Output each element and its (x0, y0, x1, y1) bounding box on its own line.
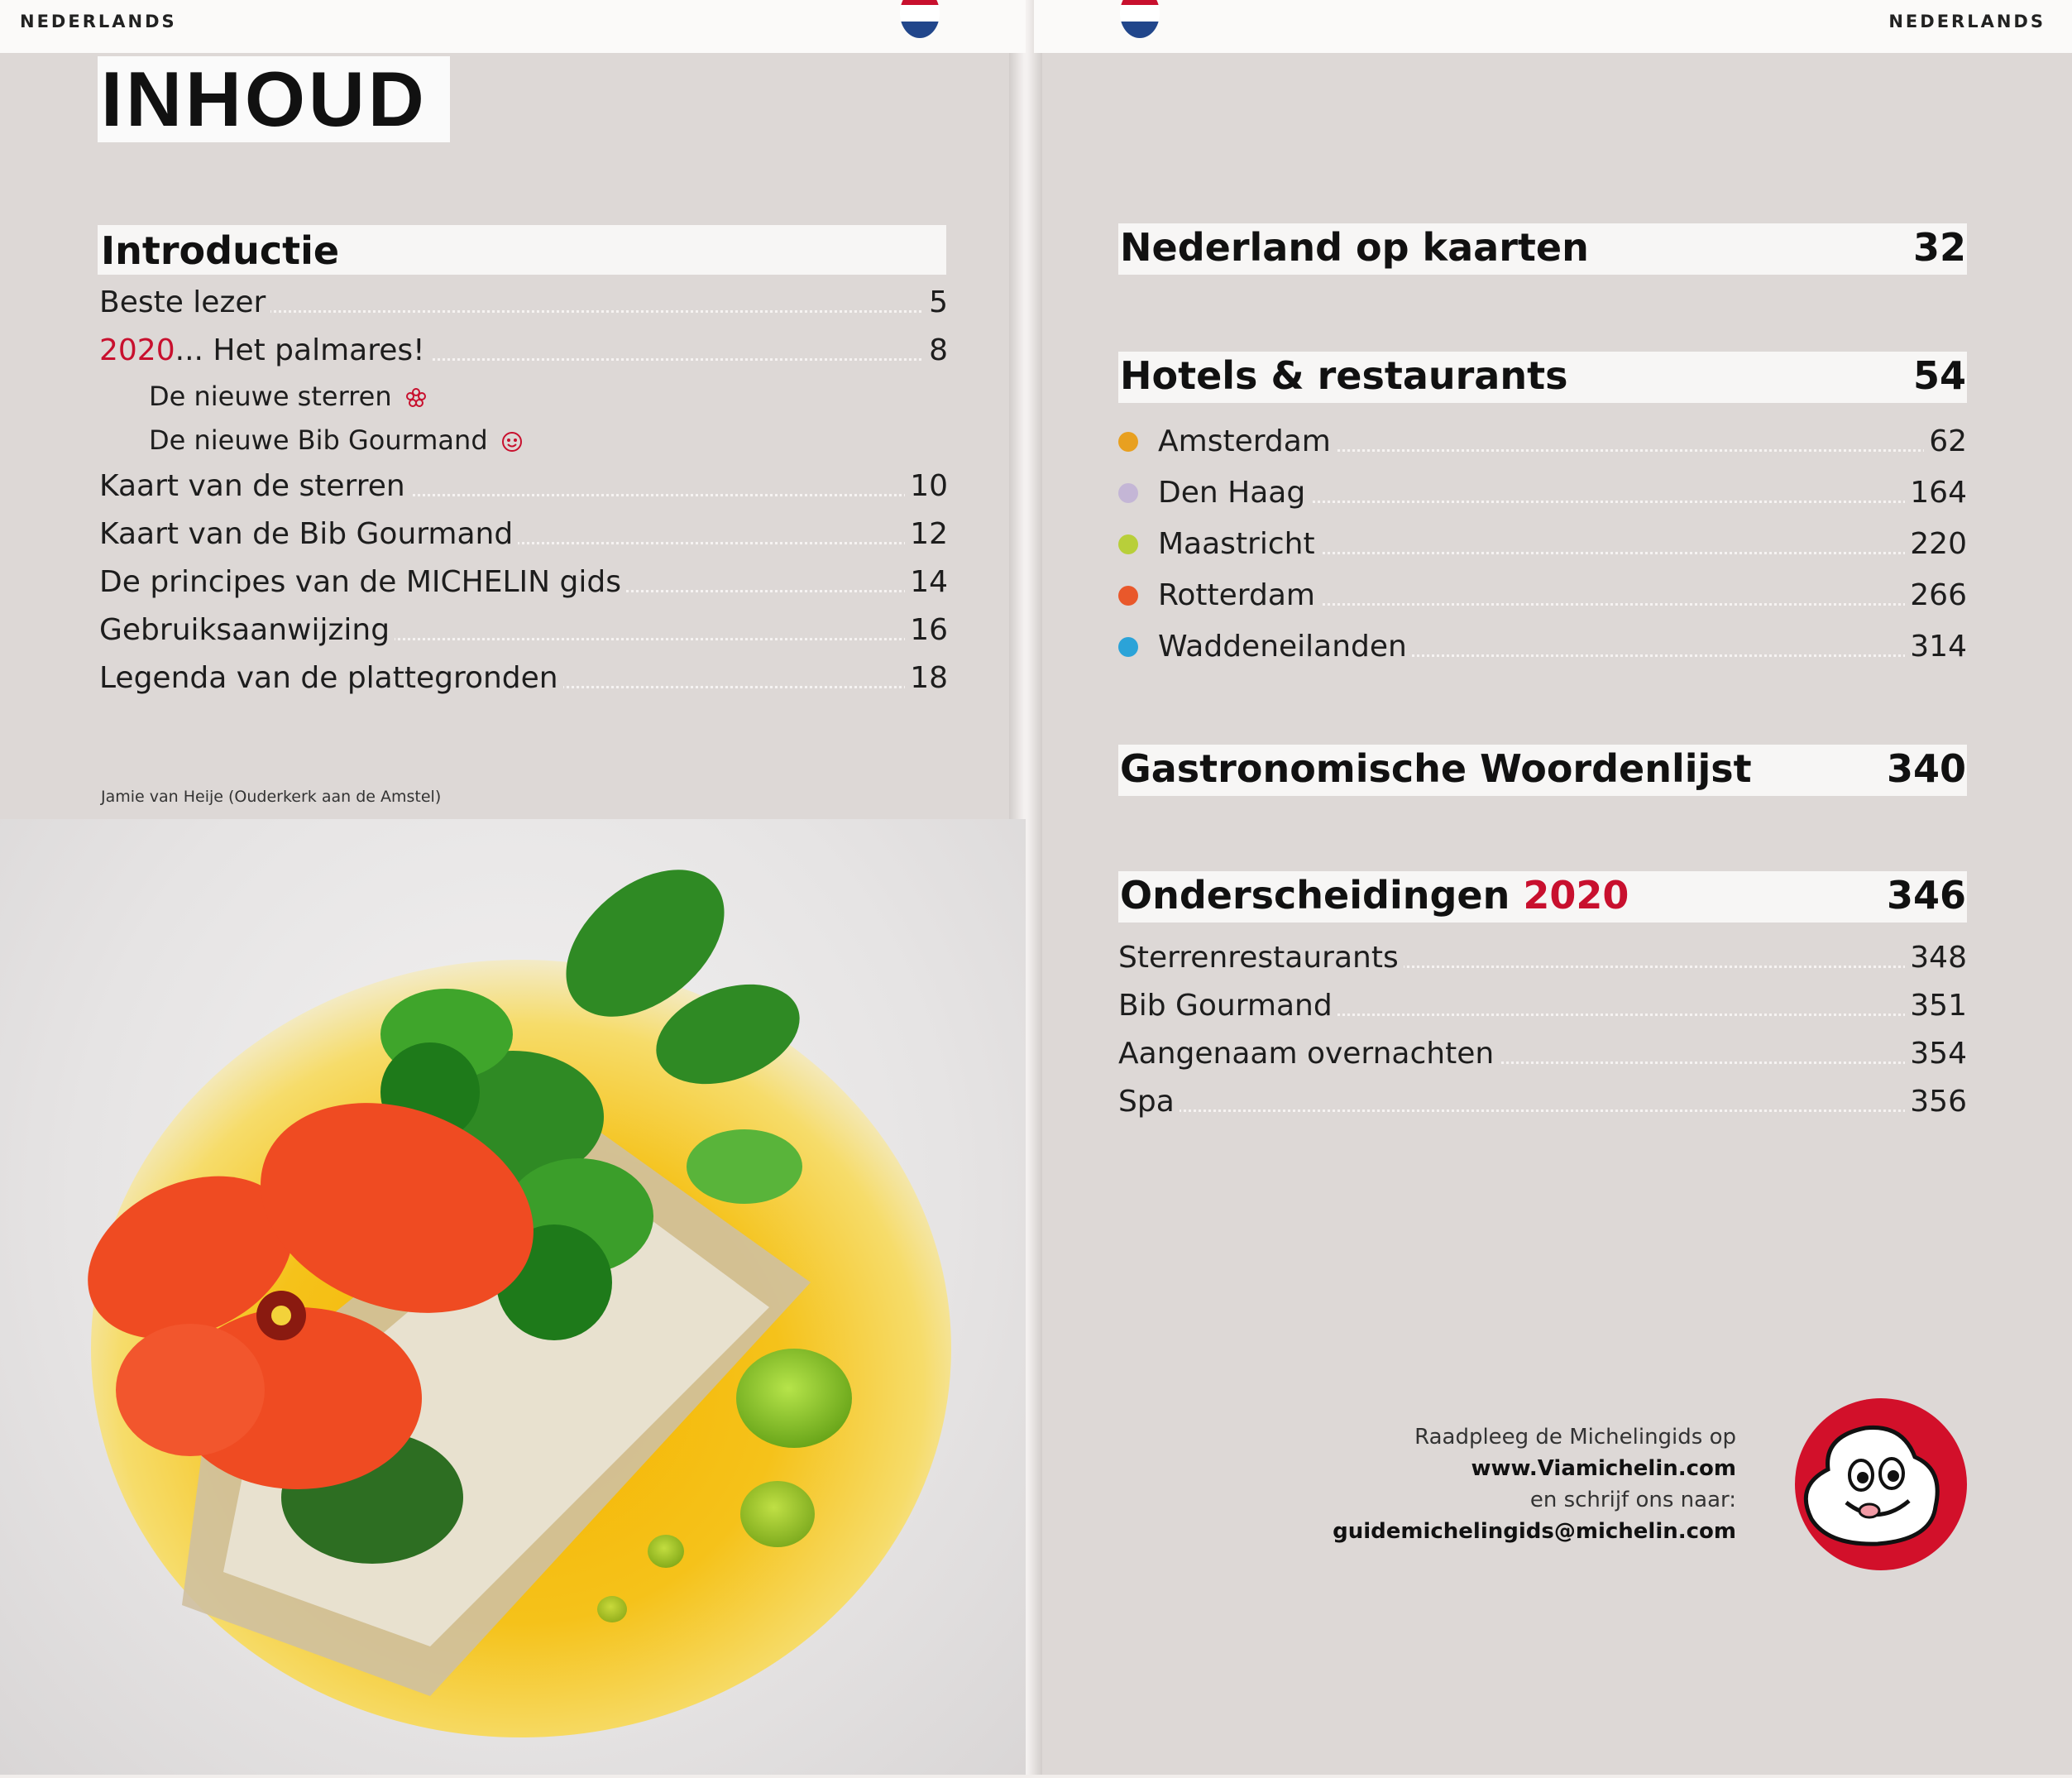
toc-subitem[interactable] (149, 381, 427, 412)
footer-line3: en schrijf ons naar: (1529, 1488, 1736, 1512)
toc-sublabel: De nieuwe Bib Gourmand (149, 424, 488, 456)
toc-page: 351 (1905, 986, 1967, 1026)
bibendum-logo (1778, 1395, 1969, 1574)
maastricht-dot-icon (1118, 534, 1138, 554)
toc-row[interactable] (1158, 576, 1967, 616)
toc-page: 356 (1905, 1082, 1967, 1122)
toc-row[interactable] (1158, 525, 1967, 564)
toc-row[interactable] (99, 283, 948, 323)
toc-row[interactable] (99, 611, 948, 650)
toc-row[interactable] (1118, 938, 1967, 978)
awards-heading-year: 2020 (1523, 873, 1629, 918)
toc-page: 14 (905, 563, 948, 602)
toc-label: Beste lezer (99, 283, 270, 323)
photo-caption: Jamie van Heije (Ouderkerk aan de Amstel) (101, 788, 442, 806)
toc-row[interactable] (1158, 473, 1967, 513)
email-link[interactable]: guidemichelingids@michelin.com (1333, 1519, 1736, 1544)
toc-row[interactable] (99, 467, 948, 506)
toc-label: Maastricht (1158, 525, 1320, 564)
website-link[interactable]: www.Viamichelin.com (1471, 1456, 1736, 1481)
page-title: INHOUD (101, 55, 428, 142)
section-page-maps: 32 (1912, 225, 1966, 270)
toc-label: Den Haag (1158, 473, 1310, 513)
dish-illustration (0, 819, 1026, 1775)
toc-row[interactable] (1158, 627, 1967, 667)
toc-row[interactable] (1118, 1082, 1967, 1122)
amsterdam-dot-icon (1118, 432, 1138, 452)
bib-gourmand-icon (501, 431, 523, 453)
footer-contact (1333, 1421, 1736, 1547)
toc-subitem[interactable] (149, 424, 523, 456)
toc-page: 5 (924, 283, 948, 323)
section-page-hotels: 54 (1912, 353, 1966, 398)
toc-label: Rotterdam (1158, 576, 1320, 616)
section-heading-maps: Nederland op kaarten (1120, 225, 1589, 270)
toc-row[interactable] (99, 563, 948, 602)
toc-page: 16 (905, 611, 948, 650)
footer-line1: Raadpleeg de Michelingids op (1414, 1425, 1736, 1450)
toc-page: 354 (1905, 1034, 1967, 1074)
section-heading-hotels: Hotels & restaurants (1120, 353, 1568, 398)
toc-label-year: 2020 (99, 333, 175, 367)
toc-row[interactable] (99, 515, 948, 554)
toc-row[interactable] (1158, 422, 1967, 462)
toc-label (99, 331, 430, 371)
toc-label: De principes van de MICHELIN gids (99, 563, 626, 602)
dotted-leader (1118, 1109, 1967, 1112)
toc-page: 12 (905, 515, 948, 554)
michelin-star-icon (405, 387, 427, 409)
toc-page: 62 (1924, 422, 1967, 462)
toc-label: Amsterdam (1158, 422, 1336, 462)
dish-photo (0, 819, 1026, 1775)
section-heading-awards (1120, 873, 1629, 918)
toc-row[interactable] (99, 331, 948, 371)
toc-row[interactable] (99, 659, 948, 698)
toc-page: 18 (905, 659, 948, 698)
toc-page: 8 (924, 331, 948, 371)
toc-page: 314 (1905, 627, 1967, 667)
rotterdam-dot-icon (1118, 586, 1138, 606)
language-label-left: NEDERLANDS (20, 12, 177, 31)
toc-label-text: ... Het palmares! (175, 333, 425, 367)
toc-row[interactable] (1118, 986, 1967, 1026)
toc-label: Aangenaam overnachten (1118, 1034, 1499, 1074)
section-heading-intro: Introductie (101, 228, 340, 273)
section-page-awards: 346 (1886, 873, 1966, 918)
toc-label: Waddeneilanden (1158, 627, 1412, 667)
toc-page: 348 (1905, 938, 1967, 978)
toc-sublabel: De nieuwe sterren (149, 381, 392, 412)
toc-label: Bib Gourmand (1118, 986, 1337, 1026)
toc-label: Spa (1118, 1082, 1180, 1122)
toc-page: 10 (905, 467, 948, 506)
section-heading-glossary: Gastronomische Woordenlijst (1120, 746, 1752, 791)
den-haag-dot-icon (1118, 483, 1138, 503)
toc-label: Sterrenrestaurants (1118, 938, 1404, 978)
toc-label: Kaart van de Bib Gourmand (99, 515, 518, 554)
toc-row[interactable] (1118, 1034, 1967, 1074)
section-page-glossary: 340 (1886, 746, 1966, 791)
waddeneilanden-dot-icon (1118, 637, 1138, 657)
toc-label: Legenda van de plattegronden (99, 659, 563, 698)
toc-page: 220 (1905, 525, 1967, 564)
awards-heading-text: Onderscheidingen (1120, 873, 1510, 918)
language-label-right: NEDERLANDS (1888, 12, 2046, 31)
toc-label: Gebruiksaanwijzing (99, 611, 395, 650)
toc-page: 164 (1905, 473, 1967, 513)
toc-label: Kaart van de sterren (99, 467, 410, 506)
toc-page: 266 (1905, 576, 1967, 616)
